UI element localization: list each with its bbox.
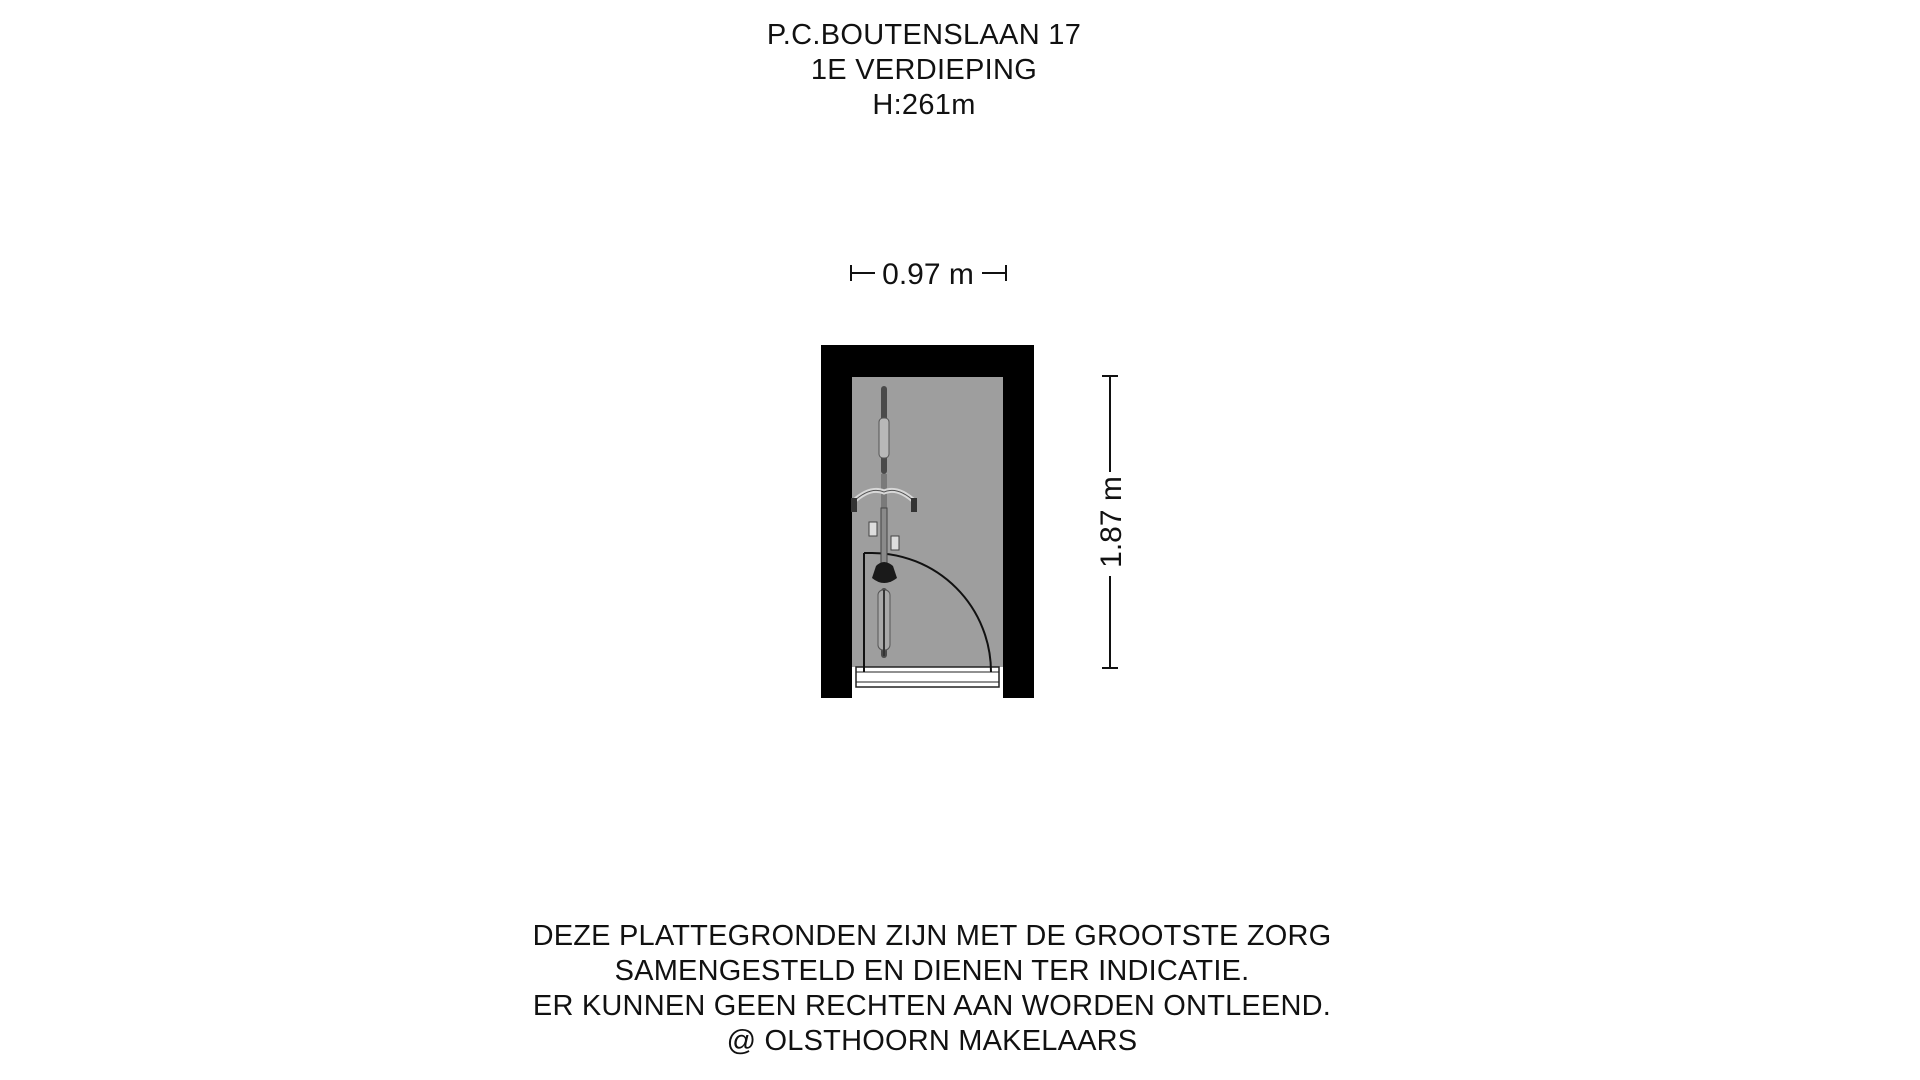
bicycle-grip-left — [851, 498, 857, 512]
width-dimension — [851, 258, 1006, 291]
bicycle-pedal-right — [891, 536, 899, 550]
bicycle-front-fender — [879, 418, 889, 458]
bicycle-frame — [881, 508, 887, 564]
storage-room — [821, 345, 1034, 698]
floor-label: 1E VERDIEPING — [810, 54, 1038, 86]
ceiling-height-label: H:261m — [872, 89, 976, 121]
bicycle-pedal-left — [869, 522, 877, 536]
door-threshold — [856, 667, 999, 687]
disclaimer-line: ER KUNNEN GEEN RECHTEN AAN WORDEN ONTLEEND. — [532, 990, 1332, 1022]
depth-dimension-label: 1.87 m — [1095, 476, 1128, 568]
bicycle-grip-right — [911, 498, 917, 512]
disclaimer-line: SAMENGESTELD EN DIENEN TER INDICATIE. — [614, 955, 1250, 987]
disclaimer-line: DEZE PLATTEGRONDEN ZIJN MET DE GROOTSTE ZORG — [532, 920, 1332, 952]
disclaimer — [0, 919, 1864, 1059]
depth-dimension — [1095, 376, 1128, 668]
width-dimension-label: 0.97 m — [882, 258, 974, 291]
address-title: P.C.BOUTENSLAAN 17 — [766, 19, 1082, 51]
copyright-line: @ OLSTHOORN MAKELAARS — [726, 1025, 1138, 1057]
